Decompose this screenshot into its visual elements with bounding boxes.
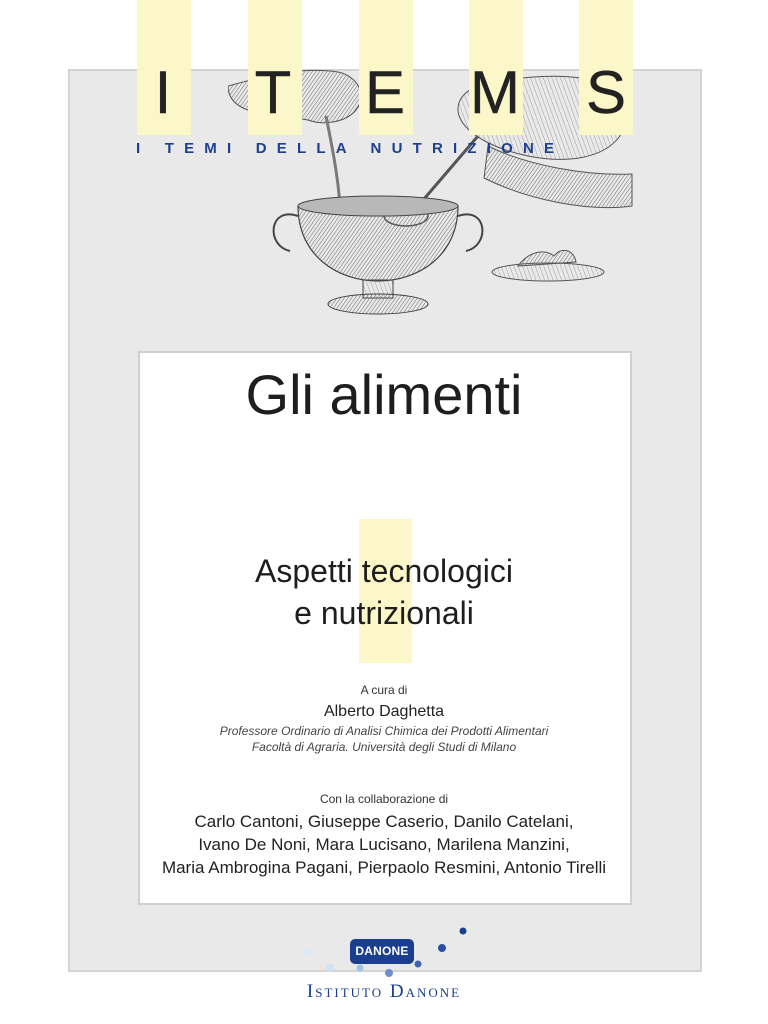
highlight-block <box>359 519 412 663</box>
publisher-name: Istituto Danone <box>306 981 462 1002</box>
edited-by-label: A cura di <box>360 683 408 697</box>
editor-name: Alberto Daghetta <box>323 703 445 720</box>
collaborators-line: Maria Ambrogina Pagani, Pierpaolo Resmini, Antonio Tirelli <box>161 858 607 877</box>
editor-affiliation: Facoltà di Agraria. Università degli Studi di Milano <box>251 740 517 754</box>
editor-role: Professore Ordinario di Analisi Chimica dei Prodotti Alimentari <box>219 724 549 738</box>
book-subtitle-line1: Aspetti tecnologici <box>255 553 513 589</box>
book-title: Gli alimenti <box>245 363 523 426</box>
book-subtitle-line2: e nutrizionali <box>294 595 474 631</box>
collaboration-label: Con la collaborazione di <box>319 792 449 806</box>
series-letter: M <box>470 59 520 126</box>
collaborators-line: Carlo Cantoni, Giuseppe Caserio, Danilo Catelani, <box>194 812 574 831</box>
series-subtitle: I TEMI DELLA NUTRIZIONE <box>136 140 565 157</box>
series-letter: E <box>364 59 406 126</box>
series-letter: T <box>254 59 292 126</box>
series-letter: I <box>154 59 172 126</box>
danone-badge: DANONE <box>350 939 414 964</box>
series-letter: S <box>585 59 627 126</box>
collaborators-line: Ivano De Noni, Mara Lucisano, Marilena Manzini, <box>198 835 570 854</box>
